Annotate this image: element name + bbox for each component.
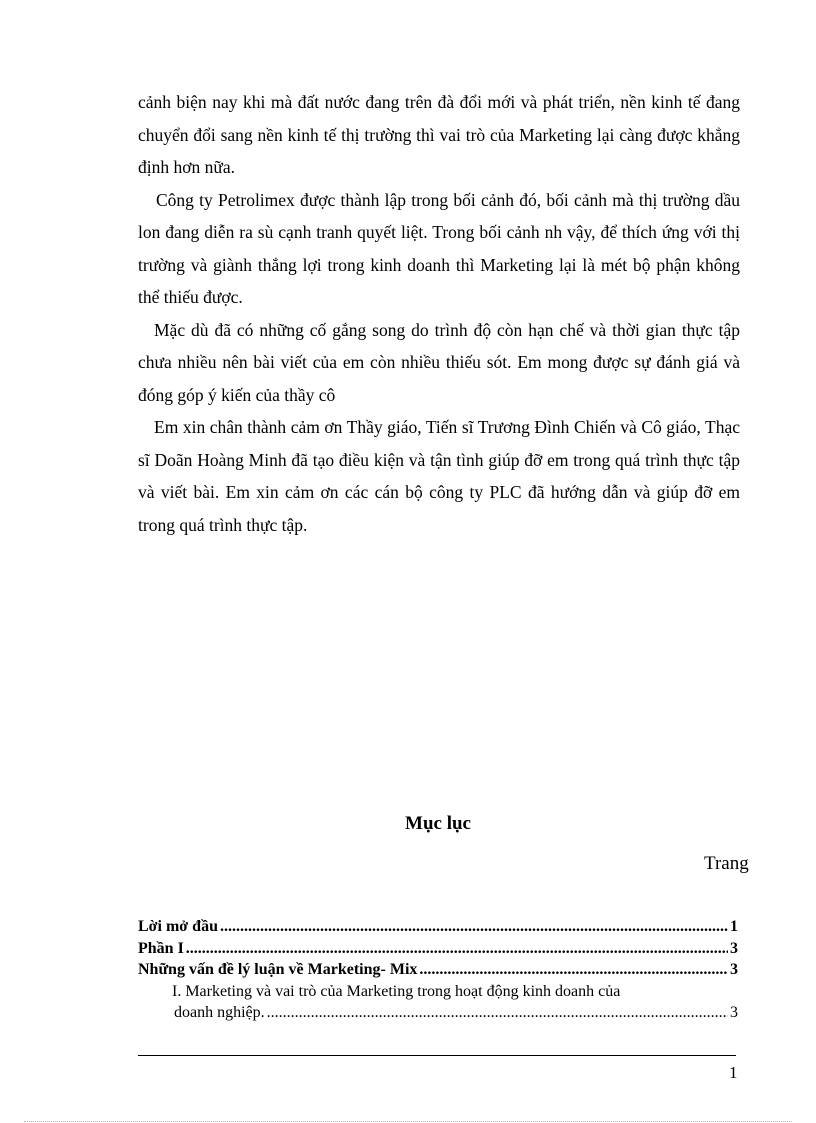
page-edge [24, 1121, 792, 1122]
toc-entry[interactable] [138, 1002, 738, 1024]
toc-entry[interactable] [138, 916, 738, 938]
toc-leader-dots [186, 938, 728, 960]
paragraph: Mặc dù đã có những cố gắng song do trình độ còn hạn chế và thời gian thực tập chưa nhiều nên bài viết của em còn nhiều thiếu sót. Em mong được sự đánh giá và đóng góp ý kiến của thầy cô [138, 319, 740, 405]
toc-entry-label: Lời mở đầu [138, 918, 218, 935]
toc-title: Mục lục [405, 813, 471, 834]
table-of-contents [138, 916, 738, 1024]
toc-entry[interactable] [138, 959, 738, 981]
toc-entry-page: 3 [730, 961, 738, 978]
toc-page-header: Trang [704, 853, 749, 874]
paragraph: cảnh biện nay khi mà đất nước đang trên đà đổi mới và phát triển, nền kinh tế đang chuyển đổi sang nền kinh tế thị trường thì vai trò của Marketing lại càng được khẳng định hơn nữa. [138, 92, 740, 177]
toc-entry-label: Phần I [138, 939, 184, 957]
toc-leader-dots [419, 959, 728, 981]
toc-entry[interactable] [138, 938, 738, 960]
page-number: 1 [729, 1063, 738, 1082]
paragraph: Công ty Petrolimex được thành lập trong bối cảnh đó, bối cảnh mà thị trường dầu lon đang diễn ra sù cạnh tranh quyết liệt. Trong bối cảnh nh vậy, để thích ứng với thị trường và giành thắng lợi trong kinh doanh thì Marketing lại là mét bộ phận không thể thiếu được. [138, 189, 740, 307]
toc-entry-page: 3 [730, 1004, 738, 1021]
paragraph: Em xin chân thành cảm ơn Thầy giáo, Tiến sĩ Trương Đình Chiến và Cô giáo, Thạc sĩ Doãn Hoàng Minh đã tạo điều kiện và tận tình giúp đỡ em trong quá trình thực tập và viết bài. Em xin cảm ơn các cán bộ công ty PLC đã hướng dẫn và giúp đỡ em trong quá trình thực tập. [138, 417, 740, 535]
toc-entry-label-line2: doanh nghiệp. [174, 1004, 265, 1021]
toc-leader-dots [267, 1002, 728, 1024]
body-text [138, 86, 740, 541]
toc-entry-label-line1[interactable]: I. Marketing và vai trò của Marketing trong hoạt động kinh doanh của [172, 982, 621, 1000]
toc-leader-dots [220, 916, 728, 938]
toc-entry-page: 3 [730, 939, 738, 957]
toc-entry-page: 1 [730, 918, 738, 935]
footer-divider [138, 1055, 736, 1056]
toc-entry-label: Những vấn đề lý luận về Marketing- Mix [138, 961, 418, 978]
